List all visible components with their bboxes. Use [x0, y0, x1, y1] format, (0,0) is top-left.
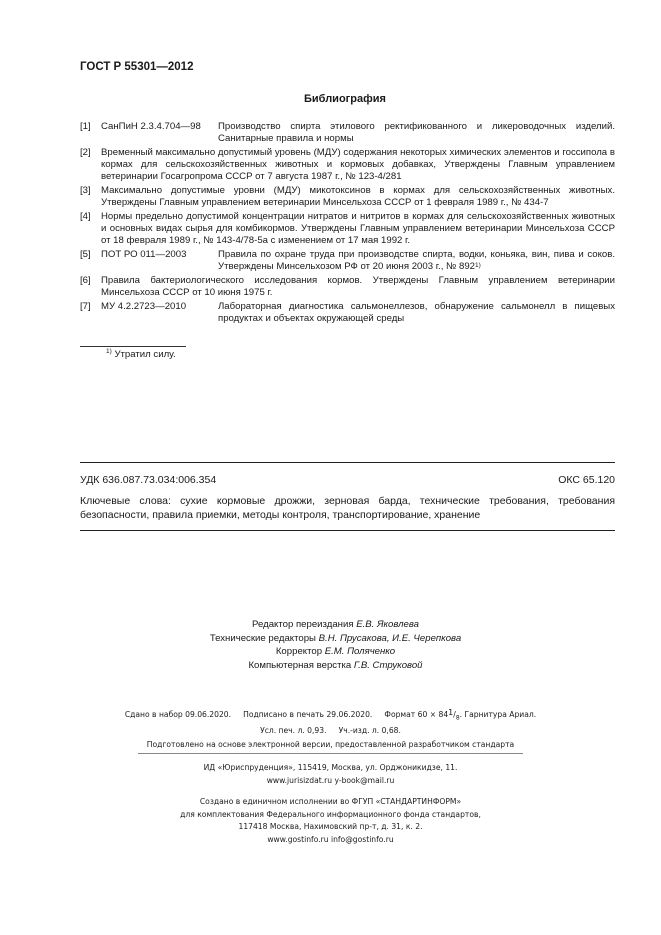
production-line: Создано в единичном исполнении во ФГУП «СТАНДАРТИНФОРМ»: [199, 797, 462, 806]
publisher-address: ИД «Юриспруденция», 115419, Москва, ул. Орджоникидзе, 11.: [203, 763, 458, 772]
typeset-date: Сдано в набор 09.06.2020.: [124, 710, 232, 719]
bibliography-entry: [80, 301, 615, 325]
footnote: [106, 349, 176, 360]
entry-text: Временный максимально допустимый уровень (МДУ) содержания некоторых химических элементов и госсипола в кормах для сельскохозяйственных животных и кормовых добавках, Утверждены Главным управлением ветеринарии Госагропрома СССР от 7 августа 1987 г., № 123-4/281: [101, 147, 615, 182]
footnote-text: Утратил силу.: [111, 349, 176, 360]
entry-text: Правила по охране труда при производстве спирта, водки, коньяка, вин, пива и соков. Утверждены Минсельхозом РФ от 20 июня 2003 г., № 892: [218, 249, 615, 272]
staff-role: Технические редакторы: [209, 632, 319, 644]
staff-line: [0, 632, 661, 646]
bibliography-title: Библиография: [304, 93, 386, 105]
udk-code: УДК 636.087.73.034:006.354: [80, 474, 217, 486]
staff-role: Редактор переиздания: [252, 619, 357, 630]
font-info: . Гарнитура Ариал.: [459, 710, 537, 719]
publisher-contacts: www.jurisizdat.ru y-book@mail.ru: [266, 775, 395, 785]
staff-line: [0, 659, 661, 673]
entry-text: Производство спирта этилового ректификованного и ликероводочных изделий. Санитарные правила и нормы: [218, 121, 615, 144]
editorial-staff: [0, 618, 661, 672]
oks-code: ОКС 65.120: [558, 474, 615, 486]
entry-number: [4]: [80, 211, 91, 222]
keywords: Ключевые слова: сухие кормовые дрожжи, зерновая барда, технические требования, требования безопасности, правила приемки, методы контроля, транспортирование, хранение: [80, 495, 615, 521]
entry-number: [3]: [80, 185, 91, 196]
production-info: [0, 796, 661, 846]
print-info-line2: [0, 726, 661, 735]
entry-number: [7]: [80, 301, 91, 312]
entry-number: [5]: [80, 249, 91, 260]
staff-role: Компьютерная верстка: [248, 659, 354, 671]
bibliography-list: [80, 121, 615, 327]
staff-name: Г.В. Струковой: [353, 659, 423, 671]
footnote-mark: 1): [106, 348, 112, 355]
divider: [138, 753, 523, 754]
bibliography-entry: [80, 275, 615, 299]
print-sheets: Усл. печ. л. 0,93.: [260, 726, 327, 735]
entry-number: [1]: [80, 121, 91, 132]
entry-number: [6]: [80, 275, 91, 286]
bibliography-entry: [80, 121, 615, 145]
format: Формат 60 × 84: [384, 710, 449, 719]
standard-header: ГОСТ Р 55301—2012: [80, 61, 194, 73]
bibliography-entry: [80, 147, 615, 183]
entry-code: ПОТ РО 011—2003: [101, 249, 187, 260]
production-contacts: www.gostinfo.ru info@gostinfo.ru: [267, 834, 394, 844]
format-den: 8: [455, 714, 460, 722]
staff-role: Корректор: [275, 646, 325, 657]
entry-text: Максимально допустимые уровни (МДУ) микотоксинов в кормах для сельскохозяйственных животных. Утверждены Главным управлением ветеринарии Минсельхоза СССР от 1 февраля 1989 г., № 434-7: [101, 185, 615, 208]
footnote-mark: 1): [475, 262, 481, 269]
production-line: для комплектования Федерального информационного фонда стандартов,: [180, 809, 481, 819]
bibliography-entry: [80, 211, 615, 247]
signed-date: Подписано в печать 29.06.2020.: [243, 710, 373, 719]
entry-text: Лабораторная диагностика сальмонеллезов, обнаружение сальмонелл в пищевых продуктах и объектах окружающей среды: [218, 301, 615, 324]
production-line: 117418 Москва, Нахимовский пр-т, д. 31, к. 2.: [238, 822, 423, 831]
staff-name: Е.В. Яковлева: [356, 619, 419, 630]
staff-name: В.Н. Прусакова, И.Е. Черепкова: [318, 632, 462, 644]
staff-name: Е.М. Поляченко: [324, 646, 396, 657]
staff-line: [0, 645, 661, 659]
print-info-line1: Сдано в набор 09.06.2020. Подписано в печать 29.06.2020. Формат $60 \times 84^1/_8$. Гарнитура Ариал.: [124, 708, 537, 722]
publishing-sheets: Уч.-изд. л. 0,68.: [338, 726, 401, 735]
bibliography-entry: [80, 249, 615, 273]
entry-text-wrap: [218, 249, 615, 273]
entry-text: Нормы предельно допустимой концентрации нитратов и нитритов в кормах для сельскохозяйственных животных и основных видах сырья для комбикормов. Утверждены Главным управлением ветеринарии Минсельхоза СССР от 18 февраля 1989 г., № 143-4/78-5а с изменением от 17 мая 1992 г.: [101, 211, 615, 246]
staff-line: [0, 618, 661, 632]
prepared-note: Подготовлено на основе электронной версии, предоставленной разработчиком стандарта: [146, 740, 515, 749]
divider: [80, 462, 615, 463]
publisher-info: [0, 762, 661, 787]
format-num: 1: [448, 708, 454, 717]
entry-code: МУ 4.2.2723—2010: [101, 301, 187, 312]
entry-number: [2]: [80, 147, 91, 158]
divider: [80, 530, 615, 531]
entry-code: СанПиН 2.3.4.704—98: [101, 121, 201, 132]
entry-text: Правила бактериологического исследования кормов. Утверждены Главным управлением ветеринарии Минсельхоза СССР от 10 июня 1975 г.: [101, 275, 615, 298]
footnote-divider: [80, 346, 186, 347]
bibliography-entry: [80, 185, 615, 209]
